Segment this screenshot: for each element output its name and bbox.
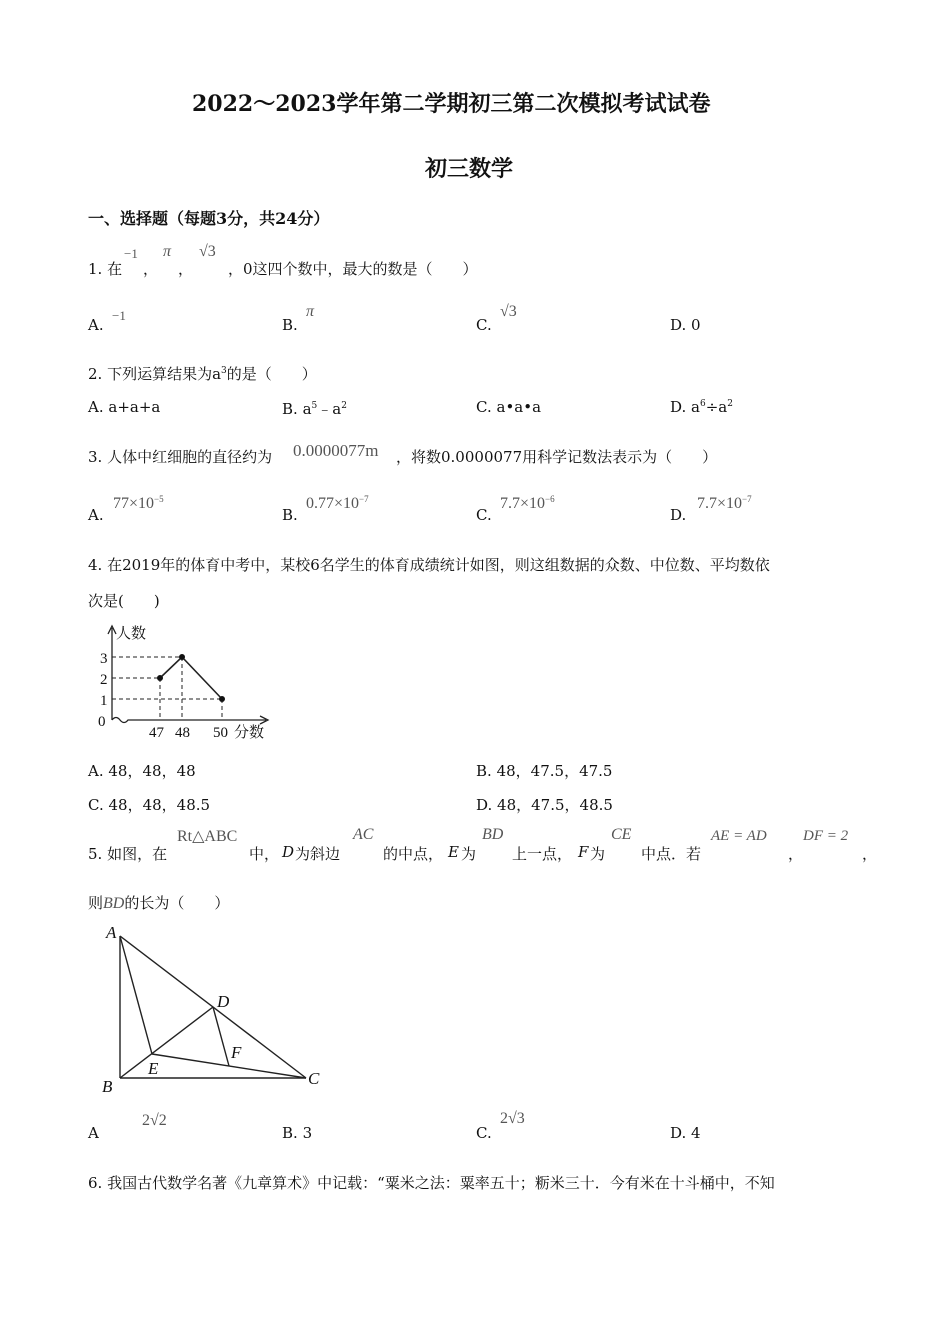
option-label: B. bbox=[282, 400, 298, 418]
q1-comma-1: ， bbox=[143, 260, 159, 278]
q5-math-bd: BD bbox=[482, 826, 504, 843]
q5-text-1: 5. 如图，在 bbox=[88, 845, 168, 863]
q5-text-10: ， bbox=[862, 845, 878, 863]
option-label: D. bbox=[670, 1124, 687, 1142]
question-1 bbox=[88, 258, 122, 279]
option-exp-2: 2 bbox=[341, 401, 347, 411]
q4-line-2: 次是( ) bbox=[88, 592, 160, 610]
label-point-a: A bbox=[106, 923, 117, 942]
q5-text-6: 上一点， bbox=[512, 845, 573, 863]
data-point bbox=[219, 696, 225, 702]
q4-line-chart bbox=[96, 620, 286, 746]
q5-text-3: 为斜边 bbox=[295, 845, 341, 863]
option-label: D. bbox=[670, 398, 687, 416]
q3-option-a[interactable] bbox=[88, 506, 104, 524]
q5-math-triangle: Rt△ABC bbox=[177, 828, 238, 845]
option-label: B. bbox=[282, 506, 298, 524]
q1-option-b-value: π bbox=[306, 303, 315, 320]
option-mid: ﹣a bbox=[317, 400, 342, 418]
section-heading: 一、选择题（每题3分，共24分） bbox=[88, 209, 330, 228]
q5-option-d[interactable] bbox=[670, 1124, 701, 1142]
series-line bbox=[160, 657, 222, 699]
page-title: 2022～2023学年第二学期初三第二次模拟考试试卷 bbox=[192, 91, 711, 117]
option-exp: −6 bbox=[545, 494, 555, 504]
option-exp: −5 bbox=[154, 494, 164, 504]
label-point-e: E bbox=[148, 1059, 159, 1078]
option-label: C. bbox=[476, 398, 492, 416]
option-label: C. bbox=[88, 796, 104, 814]
y-tick-label: 3 bbox=[100, 651, 108, 667]
q4-option-b[interactable] bbox=[476, 760, 612, 781]
y-tick-label: 2 bbox=[100, 672, 108, 688]
q1-prefix: 1. 在 bbox=[88, 260, 123, 278]
option-base: 7.7×10 bbox=[500, 495, 546, 512]
q2-exponent: 3 bbox=[221, 366, 227, 376]
option-label: A. bbox=[88, 506, 104, 524]
data-point bbox=[179, 654, 185, 660]
q5-option-c[interactable] bbox=[476, 1124, 492, 1142]
q1-math-pi: π bbox=[163, 243, 172, 260]
question-2 bbox=[88, 363, 317, 384]
option-value: a bbox=[302, 400, 312, 418]
q4-line-1: 4. 在2019年的体育中考中，某校6名学生的体育成绩统计如图，则这组数据的众数、中位数、平均数依 bbox=[88, 556, 770, 574]
q5-text-9: ， bbox=[788, 845, 804, 863]
option-value: 48，47.5，48.5 bbox=[497, 796, 613, 814]
q5-point-f: F bbox=[578, 843, 589, 861]
segment-df bbox=[213, 1007, 229, 1066]
option-label: B. bbox=[282, 1124, 298, 1142]
option-label: C. bbox=[476, 316, 492, 334]
q5-text-7: 为 bbox=[590, 845, 606, 863]
option-value: a+a+a bbox=[108, 398, 161, 416]
q2-option-b[interactable] bbox=[282, 398, 347, 419]
q1-option-b[interactable] bbox=[282, 316, 298, 334]
option-label: A. bbox=[88, 762, 104, 780]
q6-line-1: 6. 我国古代数学名著《九章算术》中记载：“粟米之法：粟率五十；粝米三十．今有米在十斗桶中，不知 bbox=[88, 1174, 775, 1192]
q1-option-d[interactable] bbox=[670, 316, 701, 334]
q5-line-2-math: BD bbox=[103, 895, 125, 912]
page-subtitle: 初三数学 bbox=[425, 156, 514, 182]
option-value: a•a•a bbox=[496, 398, 542, 416]
label-point-b: B bbox=[102, 1077, 113, 1094]
q1-suffix: ，0这四个数中，最大的数是（ ） bbox=[228, 260, 478, 278]
q1-math-minus-one: −1 bbox=[124, 246, 138, 261]
x-axis-label: 分数 bbox=[234, 725, 265, 741]
option-exp: −7 bbox=[742, 494, 752, 504]
option-base: 77×10 bbox=[113, 495, 155, 512]
q1-comma-2: ， bbox=[178, 260, 194, 278]
q1-math-sqrt3: √3 bbox=[199, 243, 216, 260]
q2-prefix: 2. 下列运算结果为a bbox=[88, 365, 222, 383]
origin-label: 0 bbox=[98, 714, 106, 730]
q5-text-4: 的中点， bbox=[383, 845, 444, 863]
option-label: C. bbox=[476, 506, 492, 524]
q3-prefix: 3. 人体中红细胞的直径约为 bbox=[88, 448, 273, 466]
q5-point-d: D bbox=[282, 843, 295, 861]
option-value: a bbox=[691, 398, 700, 416]
option-label: A. bbox=[88, 316, 104, 334]
q5-text-8: 中点．若 bbox=[641, 845, 702, 863]
option-label: D. bbox=[476, 796, 493, 814]
label-point-d: D bbox=[217, 992, 230, 1011]
q5-math-ce: CE bbox=[611, 826, 632, 843]
x-axis bbox=[112, 718, 266, 723]
q2-option-a[interactable] bbox=[88, 398, 160, 416]
q3-option-d-value bbox=[697, 494, 752, 513]
option-exp-1: 6 bbox=[700, 399, 706, 409]
q3-option-c[interactable] bbox=[476, 506, 492, 524]
q5-line-2-post: 的长为（ ） bbox=[124, 894, 230, 912]
q3-option-b[interactable] bbox=[282, 506, 298, 524]
q1-option-c-value: √3 bbox=[500, 303, 517, 320]
q5-point-e: E bbox=[448, 843, 459, 861]
data-point bbox=[157, 675, 163, 681]
label-point-c: C bbox=[308, 1069, 320, 1088]
q5-option-a-value: 2√2 bbox=[142, 1112, 167, 1129]
option-value: 4 bbox=[691, 1124, 701, 1142]
q4-option-a[interactable] bbox=[88, 760, 196, 781]
option-exp-2: 2 bbox=[727, 399, 733, 409]
option-value: 48，48，48.5 bbox=[108, 796, 211, 814]
x-tick-label: 50 bbox=[213, 725, 228, 741]
option-label: A. bbox=[88, 398, 104, 416]
segment-bd bbox=[120, 1007, 213, 1078]
q5-text-2: 中， bbox=[249, 845, 280, 863]
q5-option-a[interactable] bbox=[88, 1124, 99, 1142]
option-label: A bbox=[88, 1124, 99, 1142]
q5-option-c-value: 2√3 bbox=[500, 1110, 525, 1127]
option-mid: ÷a bbox=[705, 398, 728, 416]
q5-option-b[interactable] bbox=[282, 1124, 312, 1142]
q2-option-d[interactable] bbox=[670, 398, 733, 416]
option-exp: −7 bbox=[359, 494, 369, 504]
q3-option-b-value bbox=[306, 494, 369, 513]
y-tick-label: 1 bbox=[100, 693, 108, 709]
q1-option-c[interactable] bbox=[476, 316, 492, 334]
q2-suffix: 的是（ ） bbox=[226, 365, 317, 383]
q5-math-ac: AC bbox=[353, 826, 374, 843]
q5-math-df: DF = 2 bbox=[803, 828, 849, 844]
option-value: 3 bbox=[302, 1124, 313, 1142]
option-label: B. bbox=[282, 316, 298, 334]
option-label: B. bbox=[476, 762, 492, 780]
option-exp-1: 5 bbox=[311, 401, 318, 411]
option-value: 48，48，48 bbox=[108, 762, 196, 780]
q5-math-ae-ad: AE = AD bbox=[711, 828, 767, 844]
q5-line-2-pre: 则 bbox=[88, 894, 104, 912]
x-tick-label: 47 bbox=[149, 725, 164, 741]
option-label: C. bbox=[476, 1124, 492, 1142]
q3-suffix: ，将数0.0000077用科学记数法表示为（ ） bbox=[396, 448, 718, 466]
q3-option-a-value bbox=[113, 494, 164, 513]
q1-option-a[interactable] bbox=[88, 316, 104, 334]
q3-math-value: 0.0000077m bbox=[293, 441, 379, 460]
q5-text-5: 为 bbox=[461, 845, 477, 863]
q3-option-d[interactable] bbox=[670, 506, 686, 524]
q5-line-2 bbox=[88, 892, 229, 913]
option-base: 0.77×10 bbox=[306, 495, 360, 512]
option-value: 48，47.5，47.5 bbox=[496, 762, 613, 780]
q1-option-a-value: −1 bbox=[112, 308, 126, 323]
q3-option-c-value bbox=[500, 494, 555, 513]
option-label: D. bbox=[670, 316, 687, 334]
y-axis-label: 人数 bbox=[116, 626, 147, 642]
option-label: D. bbox=[670, 506, 687, 524]
option-value: 0 bbox=[691, 316, 701, 334]
q4-option-d[interactable] bbox=[476, 794, 613, 815]
q4-option-c[interactable] bbox=[88, 794, 210, 815]
label-point-f: F bbox=[231, 1043, 242, 1062]
q5-geometry-figure bbox=[100, 918, 332, 1094]
q2-option-c[interactable] bbox=[476, 398, 541, 416]
option-base: 7.7×10 bbox=[697, 495, 743, 512]
x-tick-label: 48 bbox=[175, 725, 190, 741]
segment-ae bbox=[120, 936, 152, 1054]
